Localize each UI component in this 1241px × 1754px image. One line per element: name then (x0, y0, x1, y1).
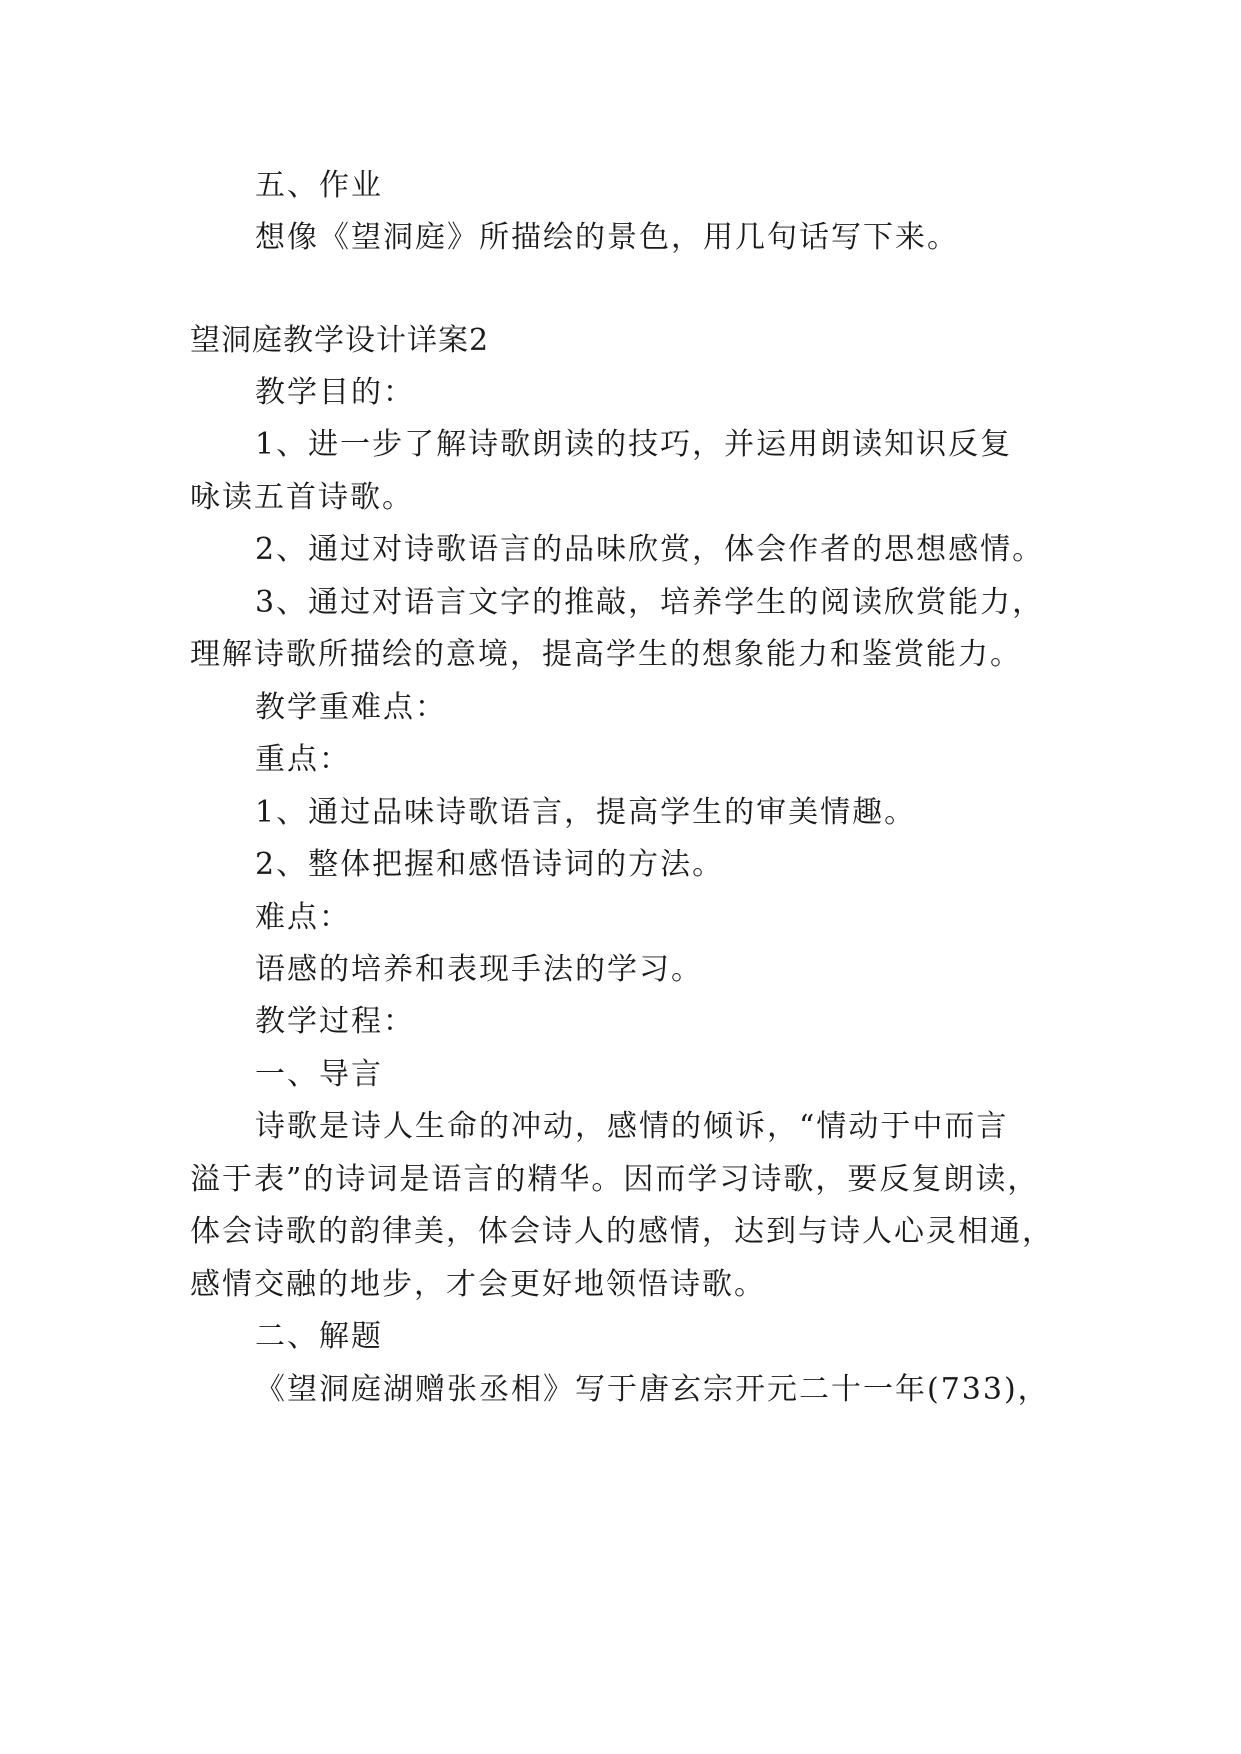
paragraph-line: 语感的培养和表现手法的学习。 (255, 952, 703, 987)
paragraph-line: 2、通过对诗歌语言的品味欣赏，体会作者的思想感情。 (255, 532, 1045, 567)
paragraph-line: 感情交融的地步，才会更好地领悟诗歌。 (190, 1267, 766, 1302)
paragraph-line: 诗歌是诗人生命的冲动，感情的倾诉，“情动于中而言 (255, 1109, 1009, 1144)
paragraph-line: 3、通过对语言文字的推敲，培养学生的阅读欣赏能力， (255, 585, 1045, 620)
paragraph-line: 《望洞庭湖赠张丞相》写于唐玄宗开元二十一年(733)， (255, 1372, 1050, 1407)
subheading-focus: 重点： (255, 742, 351, 777)
paragraph-line: 1、通过品味诗歌语言，提高学生的审美情趣。 (255, 795, 917, 830)
paragraph-line: 2、整体把握和感悟诗词的方法。 (255, 847, 725, 882)
paragraph-line: 溢于表”的诗词是语言的精华。因而学习诗歌，要反复朗读， (190, 1162, 1040, 1197)
paragraph-line: 体会诗歌的韵律美，体会诗人的感情，达到与诗人心灵相通， (190, 1214, 1054, 1249)
document-title: 望洞庭教学设计详案2 (190, 323, 490, 358)
section-heading-objectives: 教学目的： (255, 375, 415, 410)
subheading-difficulty: 难点： (255, 900, 351, 935)
paragraph-line: 1、进一步了解诗歌朗读的技巧，并运用朗读知识反复 (255, 427, 1013, 462)
paragraph-line: 理解诗歌所描绘的意境，提高学生的想象能力和鉴赏能力。 (190, 637, 1022, 672)
subheading-introduction: 一、导言 (255, 1057, 383, 1092)
section-heading-homework: 五、作业 (255, 168, 383, 203)
paragraph-line: 想像《望洞庭》所描绘的景色，用几句话写下来。 (255, 220, 959, 255)
subheading-title-analysis: 二、解题 (255, 1319, 383, 1354)
paragraph-line: 咏读五首诗歌。 (190, 480, 414, 515)
section-heading-process: 教学过程： (255, 1004, 415, 1039)
section-heading-key-points: 教学重难点： (255, 690, 447, 725)
